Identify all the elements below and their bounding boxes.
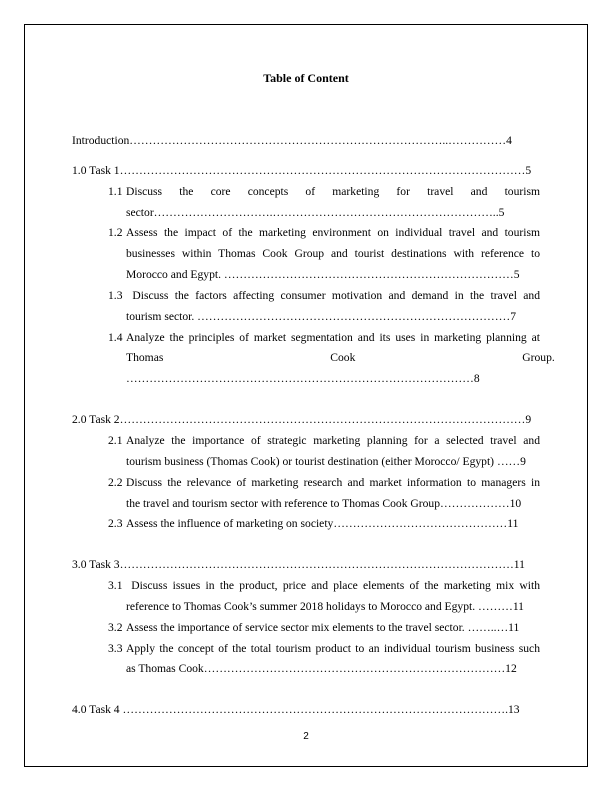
toc-entry-task-1[interactable]: 1.0 Task 1……………………………………………………………………………………………5 [72,164,532,177]
toc-entry-1-4-line-1[interactable]: Analyze the principles of market segmentation and its uses in marketing planning at [126,331,540,344]
toc-number-2-1: 2.1 [108,434,123,447]
toc-entry-1-2-line-1[interactable]: Assess the impact of the marketing environment on individual travel and tourism [126,226,540,239]
toc-entry-1-4-line-3[interactable]: ………………………………………………………………………………8 [126,372,480,385]
toc-number-3-3: 3.3 [108,642,123,655]
toc-entry-1-1-line-2[interactable]: sector………………………….…………………………………………………..5 [126,206,505,219]
toc-entry-1-3-line-1[interactable]: Discuss the factors affecting consumer motivation and demand in the travel and [126,289,540,302]
toc-entry-3-1-line-2[interactable]: reference to Thomas Cook’s summer 2018 holidays to Morocco and Egypt. ………11 [126,600,524,613]
toc-entry-2-1-line-2[interactable]: tourism business (Thomas Cook) or tourist destination (either Morocco/ Egypt) ……9 [126,455,526,468]
toc-entry-2-2-line-2[interactable]: the travel and tourism sector with reference to Thomas Cook Group………………10 [126,497,522,510]
toc-title: Table of Content [263,71,349,85]
toc-entry-3-3-line-2[interactable]: as Thomas Cook……………………………………………………………………12 [126,662,517,675]
toc-entry-2-2-line-1[interactable]: Discuss the relevance of marketing research and market information to managers in [126,476,540,489]
toc-number-2-2: 2.2 [108,476,123,489]
toc-entry-task-4[interactable]: 4.0 Task 4 ……………………………………………………………………………………….13 [72,703,520,716]
toc-number-2-3: 2.3 [108,517,123,530]
toc-entry-3-1-line-1[interactable]: Discuss issues in the product, price and place elements of the marketing mix with [126,579,540,592]
toc-number-1-4: 1.4 [108,331,123,344]
toc-entry-task-3[interactable]: 3.0 Task 3…………………………………………………………………………………………11 [72,558,525,571]
toc-entry-3-3-line-1[interactable]: Apply the concept of the total tourism product to an individual tourism business such [126,642,540,655]
toc-entry-1-2-line-2[interactable]: businesses within Thomas Cook Group and tourist destinations with reference to [126,247,540,260]
toc-entry-2-3-line-1[interactable]: Assess the influence of marketing on society………………………………………11 [126,517,519,530]
toc-entry-1-4-line-2[interactable]: Thomas Cook Group. [126,351,555,364]
toc-number-1-1: 1.1 [108,185,123,198]
toc-number-3-2: 3.2 [108,621,123,634]
toc-entry-1-2-line-3[interactable]: Morocco and Egypt. …………………………………………………………………5 [126,268,520,281]
toc-entry-introduction[interactable]: Introduction………………………………………………………………………..……………4 [72,134,512,147]
page-number: 2 [303,731,309,742]
toc-entry-task-2[interactable]: 2.0 Task 2……………………………………………………………………………………………9 [72,413,532,426]
toc-entry-1-1-line-1[interactable]: Discuss the core concepts of marketing for travel and tourism [126,185,540,198]
toc-entry-1-3-line-2[interactable]: tourism sector. ………………………………………………………………………7 [126,310,516,323]
toc-entry-3-2-line-1[interactable]: Assess the importance of service sector mix elements to the travel sector. ……..…11 [126,621,520,634]
toc-number-3-1: 3.1 [108,579,123,592]
toc-entry-2-1-line-1[interactable]: Analyze the importance of strategic marketing planning for a selected travel and [126,434,540,447]
toc-number-1-3: 1.3 [108,289,123,302]
toc-number-1-2: 1.2 [108,226,123,239]
